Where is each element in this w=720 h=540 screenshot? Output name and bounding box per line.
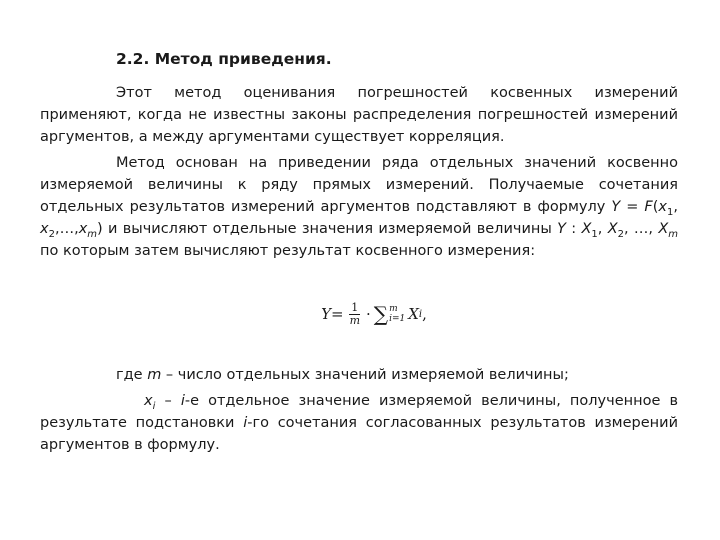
- definition-m-prefix: где: [116, 367, 148, 383]
- definition-xi-ivar2: i: [243, 415, 248, 431]
- var-Y-2: Y: [557, 221, 566, 237]
- definition-xi-ivar: i: [180, 393, 185, 409]
- formula-sum: [374, 302, 405, 326]
- paragraph-method-text-1: Метод основан на приведении ряда отдельных значений косвенно измеряемой величины к ряду прямых измерений. Получаемые сочетания отдельных результатов измерений аргументов подставляют в формулу: [40, 155, 678, 215]
- paren-open: (: [652, 199, 659, 215]
- comma: ,: [597, 221, 608, 237]
- var-x2: x: [40, 221, 49, 237]
- section-title: 2.2. Метод приведения.: [116, 50, 332, 68]
- sum-limits: [389, 304, 405, 324]
- definition-m-var: m: [147, 367, 162, 383]
- formula-fraction: [348, 302, 362, 327]
- paragraph-method: [40, 152, 678, 262]
- paragraph-method-text-2: ) и вычисляют отдельные значения измеряемой величины: [97, 221, 558, 237]
- definition-m: [40, 364, 678, 386]
- definition-xi-text2: -го сочетания согласованных результатов измерений аргументов в формулу.: [40, 415, 678, 453]
- var-X2-sub: 2: [617, 228, 625, 240]
- formula-equals: =: [331, 305, 344, 323]
- mean-formula: [40, 286, 678, 342]
- dots: , …,: [624, 221, 659, 237]
- fraction-numerator: 1: [351, 300, 359, 314]
- var-Y: Y: [611, 199, 621, 215]
- var-x2-sub: 2: [48, 228, 55, 240]
- var-Xm: X: [658, 221, 669, 237]
- sum-upper-limit: m: [389, 304, 398, 314]
- var-xm-sub: m: [87, 228, 98, 240]
- formula-trail: ,: [422, 305, 427, 323]
- definition-m-text: – число отдельных значений измеряемой величины;: [161, 367, 569, 383]
- func-F: F: [644, 199, 653, 215]
- definition-xi: [40, 390, 678, 456]
- var-X1-sub: 1: [591, 228, 598, 240]
- document-page: [40, 48, 678, 456]
- sum-lower-limit: i=1: [389, 314, 406, 324]
- var-x1: x: [658, 199, 667, 215]
- var-x1-sub: 1: [667, 206, 674, 218]
- definition-xi-text1: -е отдельное значение измеряемой величины, полученное в результате подстановки: [40, 393, 679, 431]
- colon: :: [565, 221, 582, 237]
- paragraph-intro: Этот метод оценивания погрешностей косвенных измерений применяют, когда не известны законы распределения погрешностей измерений аргументов, а между аргументами существует корреляция.: [40, 85, 678, 145]
- fraction-denominator: m: [349, 313, 361, 327]
- paragraph-method-text-3: по которым затем вычисляют результат косвенного измерения:: [40, 243, 536, 259]
- formula-term: X: [408, 305, 419, 323]
- var-X1: X: [581, 221, 592, 237]
- formula-term-sub: i: [418, 308, 423, 320]
- var-Xm-sub: m: [668, 228, 679, 240]
- sep: ,: [673, 199, 678, 215]
- definition-xi-var: x: [144, 393, 153, 409]
- formula-lhs: Y: [321, 305, 331, 323]
- definition-xi-dash: –: [155, 393, 181, 409]
- eq-sign: =: [620, 199, 645, 215]
- var-xm: x: [78, 221, 88, 237]
- var-X2: X: [607, 221, 618, 237]
- sigma-symbol: ∑: [373, 302, 389, 326]
- definition-xi-sub: i: [152, 400, 156, 412]
- ellipsis: ,…,: [54, 221, 79, 237]
- formula-dot: ·: [366, 305, 371, 323]
